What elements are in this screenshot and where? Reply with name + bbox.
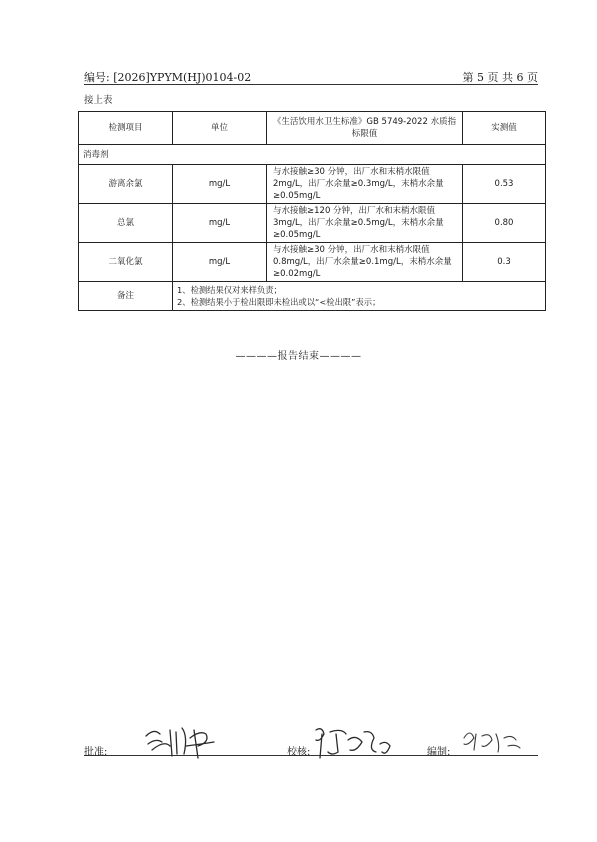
section-label: 消毒剂	[79, 145, 546, 165]
measured-value: 0.53	[463, 165, 546, 204]
table-header-row	[79, 112, 546, 145]
approver-signature	[140, 720, 220, 760]
table-row	[79, 165, 546, 204]
notes-row	[79, 282, 546, 311]
continued-label: 接上表	[84, 95, 113, 106]
unit: mg/L	[173, 165, 267, 204]
compile-label: 编制:	[427, 747, 451, 758]
item-name: 二氧化氯	[79, 243, 173, 282]
measured-value: 0.3	[463, 243, 546, 282]
item-name: 总氯	[79, 204, 173, 243]
results-table	[78, 111, 546, 311]
note-item: 1、检测结果仅对来样负责；	[177, 285, 282, 295]
section-row	[79, 145, 546, 165]
review-label: 校核:	[287, 747, 311, 758]
approve-label: 批准:	[84, 747, 108, 758]
column-header: 实测值	[463, 112, 546, 145]
page-header	[84, 69, 538, 85]
notes-content	[173, 282, 546, 311]
unit: mg/L	[173, 204, 267, 243]
item-name: 游离余氯	[79, 165, 173, 204]
report-end-text: ————报告结束————	[235, 351, 362, 362]
document-number: 编号: [2026]YPYM(HJ)0104-02	[84, 71, 252, 84]
note-item: 2、检测结果小于检出限即未检出或以“<检出限”表示；	[177, 297, 381, 307]
column-header: 单位	[173, 112, 267, 145]
column-header: 《生活饮用水卫生标准》GB 5749-2022 水质指标限值	[267, 112, 463, 145]
table-row	[79, 204, 546, 243]
compiler-signature	[460, 724, 530, 758]
notes-label: 备注	[79, 282, 173, 311]
standard-limit: 与水接触≥30 分钟，出厂水和末梢水限值 0.8mg/L，出厂水余量≥0.1mg/L，末梢水余量≥0.02mg/L	[267, 243, 463, 282]
unit: mg/L	[173, 243, 267, 282]
page-number: 第 5 页 共 6 页	[462, 71, 538, 84]
column-header: 检测项目	[79, 112, 173, 145]
table-row	[79, 243, 546, 282]
standard-limit: 与水接触≥30 分钟，出厂水和末梢水限值 2mg/L，出厂水余量≥0.3mg/L，末梢水余量≥0.05mg/L	[267, 165, 463, 204]
standard-limit: 与水接触≥120 分钟，出厂水和末梢水限值 3mg/L，出厂水余量≥0.5mg/L，末梢水余量≥0.05mg/L	[267, 204, 463, 243]
measured-value: 0.80	[463, 204, 546, 243]
reviewer-signature	[312, 722, 402, 762]
